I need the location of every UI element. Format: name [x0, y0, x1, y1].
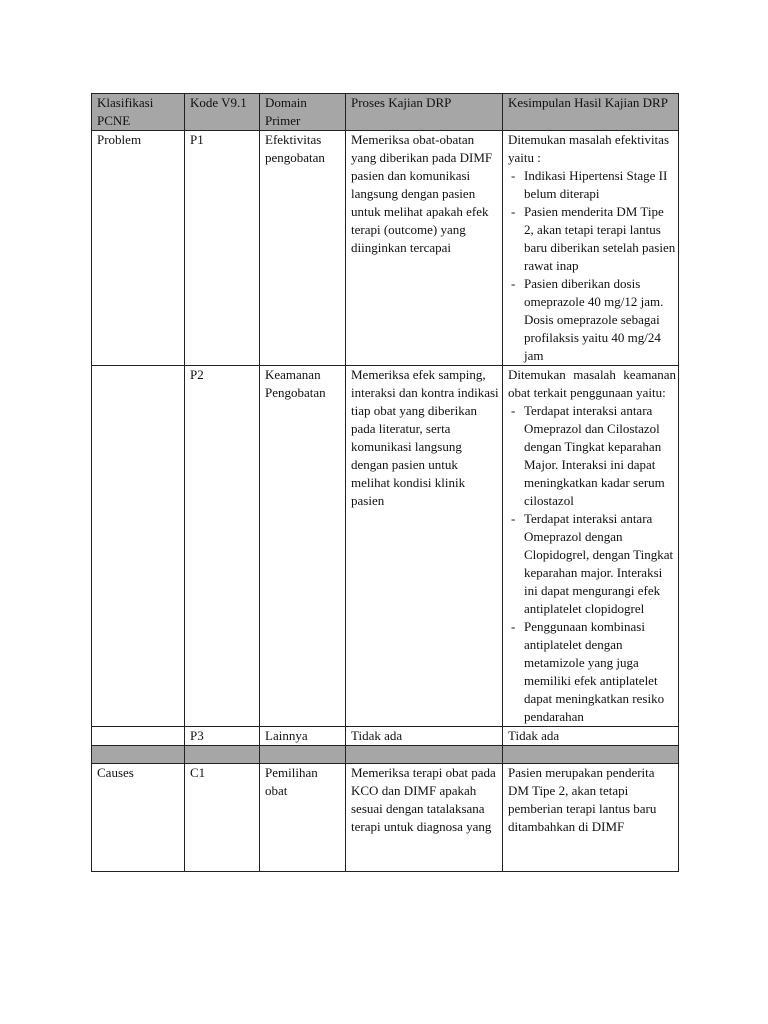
cell-klasifikasi: [92, 366, 185, 727]
table-row-p1: [92, 131, 679, 366]
header-klasifikasi: Klasifikasi PCNE: [92, 94, 185, 131]
kesimpulan-intro: Ditemukan masalah efektivitas yaitu :: [508, 132, 670, 165]
cell-kode: P3: [185, 727, 260, 746]
table-row-p2: [92, 366, 679, 727]
list-item: - Penggunaan kombinasi antiplatelet dengan metamizole yang juga memiliki efek antiplatelet dapat meningkatkan resiko pendarahan: [508, 618, 676, 726]
cell-kode: C1: [185, 764, 260, 872]
cell-proses: Memeriksa obat-obatan yang diberikan pada DIMF pasien dan komunikasi langsung dengan pasien untuk melihat apakah efek terapi (outcome) yang diinginkan tercapai: [346, 131, 503, 366]
separator-cell: [503, 746, 679, 764]
separator-cell: [185, 746, 260, 764]
cell-kesimpulan: Tidak ada: [503, 727, 679, 746]
cell-kesimpulan: [503, 366, 679, 727]
kesimpulan-list: [508, 402, 676, 726]
drp-assessment-table: [91, 93, 679, 872]
list-item: - Indikasi Hipertensi Stage II belum diterapi: [508, 167, 676, 203]
header-kode: Kode V9.1: [185, 94, 260, 131]
cell-klasifikasi: [92, 727, 185, 746]
table-header-row: [92, 94, 679, 131]
list-item: - Terdapat interaksi antara Omeprazol dan Cilostazol dengan Tingkat keparahan Major. Interaksi ini dapat meningkatkan kadar serum cilostazol: [508, 402, 676, 510]
cell-kesimpulan: Pasien merupakan penderita DM Tipe 2, akan tetapi pemberian terapi lantus baru ditambahkan di DIMF: [503, 764, 679, 872]
kesimpulan-intro: Ditemukan masalah keamanan obat terkait penggunaan yaitu:: [508, 367, 676, 400]
cell-domain: Pemilihan obat: [260, 764, 346, 872]
cell-kode: P2: [185, 366, 260, 727]
list-item: - Terdapat interaksi antara Omeprazol dengan Clopidogrel, dengan Tingkat keparahan major. Interaksi ini dapat mengurangi efek antiplatelet clopidogrel: [508, 510, 676, 618]
list-item: - Pasien menderita DM Tipe 2, akan tetapi terapi lantus baru diberikan setelah pasien rawat inap: [508, 203, 676, 275]
separator-cell: [260, 746, 346, 764]
cell-kode: P1: [185, 131, 260, 366]
cell-klasifikasi: Causes: [92, 764, 185, 872]
cell-domain: Efektivitas pengobatan: [260, 131, 346, 366]
header-proses: Proses Kajian DRP: [346, 94, 503, 131]
list-item: - Pasien diberikan dosis omeprazole 40 mg/12 jam. Dosis omeprazole sebagai profilaksis yaitu 40 mg/24 jam: [508, 275, 676, 365]
cell-domain: Keamanan Pengobatan: [260, 366, 346, 727]
header-kesimpulan: Kesimpulan Hasil Kajian DRP: [503, 94, 679, 131]
cell-proses: Memeriksa terapi obat pada KCO dan DIMF apakah sesuai dengan tatalaksana terapi untuk diagnosa yang: [346, 764, 503, 872]
separator-cell: [92, 746, 185, 764]
cell-proses: Tidak ada: [346, 727, 503, 746]
header-domain: Domain Primer: [260, 94, 346, 131]
cell-kesimpulan: [503, 131, 679, 366]
kesimpulan-list: [508, 167, 676, 365]
table-row-p3: [92, 727, 679, 746]
cell-domain: Lainnya: [260, 727, 346, 746]
cell-proses: Memeriksa efek samping, interaksi dan kontra indikasi tiap obat yang diberikan pada literatur, serta komunikasi langsung dengan pasien untuk melihat kondisi klinik pasien: [346, 366, 503, 727]
cell-klasifikasi: Problem: [92, 131, 185, 366]
table-separator-row: [92, 746, 679, 764]
separator-cell: [346, 746, 503, 764]
table-row-c1: [92, 764, 679, 872]
